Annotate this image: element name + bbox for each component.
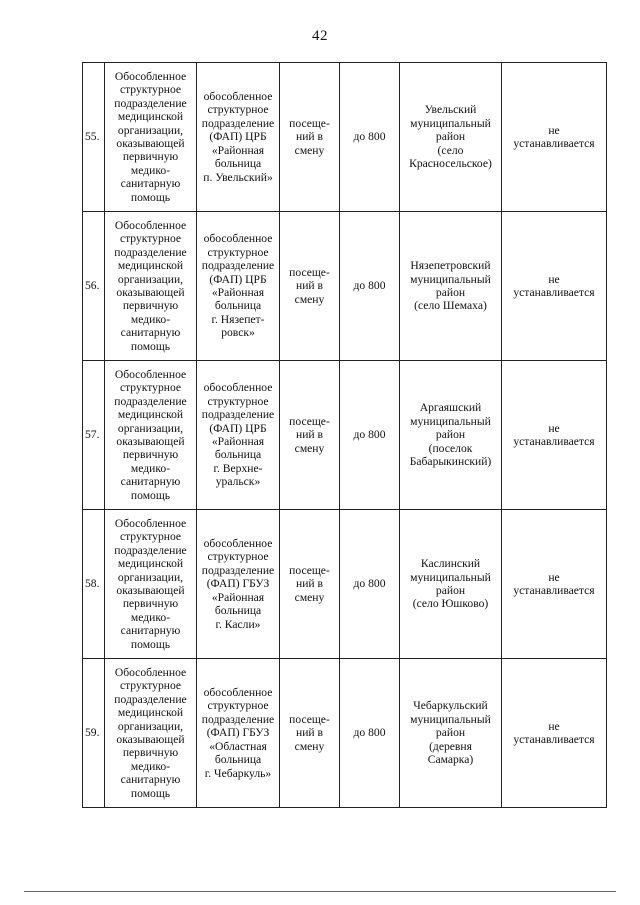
page-number: 42	[312, 28, 328, 44]
row-number: 56.	[83, 212, 105, 361]
row-number: 58.	[83, 510, 105, 659]
organization-type: Обособленное структурное подразделение медицинской организации, оказывающей первичную медико- санитарную помощь	[105, 659, 197, 808]
capacity-value: до 800	[340, 361, 400, 510]
facility-unit: обособленное структурное подразделение (ФАП) ГБУЗ «Областная больница г. Чебаркуль»	[197, 659, 280, 808]
table-row	[83, 63, 607, 212]
capacity-value: до 800	[340, 212, 400, 361]
facility-unit: обособленное структурное подразделение (ФАП) ЦРБ «Районная больница г. Нязепет- ровск»	[197, 212, 280, 361]
capacity-value: до 800	[340, 63, 400, 212]
row-number: 57.	[83, 361, 105, 510]
table-row	[83, 510, 607, 659]
organization-type: Обособленное структурное подразделение медицинской организации, оказывающей первичную медико- санитарную помощь	[105, 510, 197, 659]
status-value: не устанавливается	[502, 361, 607, 510]
row-number: 55.	[83, 63, 105, 212]
district-location: Аргаяшский муниципальный район (поселок Бабарыкинский)	[400, 361, 502, 510]
facility-unit: обособленное структурное подразделение (ФАП) ЦРБ «Районная больница г. Верхне- уральск»	[197, 361, 280, 510]
district-location: Чебаркульский муниципальный район (деревня Самарка)	[400, 659, 502, 808]
table-row	[83, 212, 607, 361]
facility-unit: обособленное структурное подразделение (ФАП) ГБУЗ «Районная больница г. Касли»	[197, 510, 280, 659]
row-number: 59.	[83, 659, 105, 808]
organization-type: Обособленное структурное подразделение медицинской организации, оказывающей первичную медико- санитарную помощь	[105, 212, 197, 361]
table-row	[83, 659, 607, 808]
capacity-value: до 800	[340, 510, 400, 659]
status-value: не устанавливается	[502, 63, 607, 212]
page-bottom-rule	[24, 891, 616, 892]
capacity-measure: посеще- ний в смену	[280, 212, 340, 361]
district-location: Увельский муниципальный район (село Красносельское)	[400, 63, 502, 212]
capacity-measure: посеще- ний в смену	[280, 361, 340, 510]
capacity-measure: посеще- ний в смену	[280, 659, 340, 808]
capacity-value: до 800	[340, 659, 400, 808]
district-location: Нязепетровский муниципальный район (село Шемаха)	[400, 212, 502, 361]
facilities-table	[82, 62, 607, 808]
organization-type: Обособленное структурное подразделение медицинской организации, оказывающей первичную медико- санитарную помощь	[105, 63, 197, 212]
district-location: Каслинский муниципальный район (село Юшково)	[400, 510, 502, 659]
status-value: не устанавливается	[502, 510, 607, 659]
table-row	[83, 361, 607, 510]
capacity-measure: посеще- ний в смену	[280, 63, 340, 212]
capacity-measure: посеще- ний в смену	[280, 510, 340, 659]
facility-unit: обособленное структурное подразделение (ФАП) ЦРБ «Районная больница п. Увельский»	[197, 63, 280, 212]
status-value: не устанавливается	[502, 212, 607, 361]
organization-type: Обособленное структурное подразделение медицинской организации, оказывающей первичную медико- санитарную помощь	[105, 361, 197, 510]
status-value: не устанавливается	[502, 659, 607, 808]
